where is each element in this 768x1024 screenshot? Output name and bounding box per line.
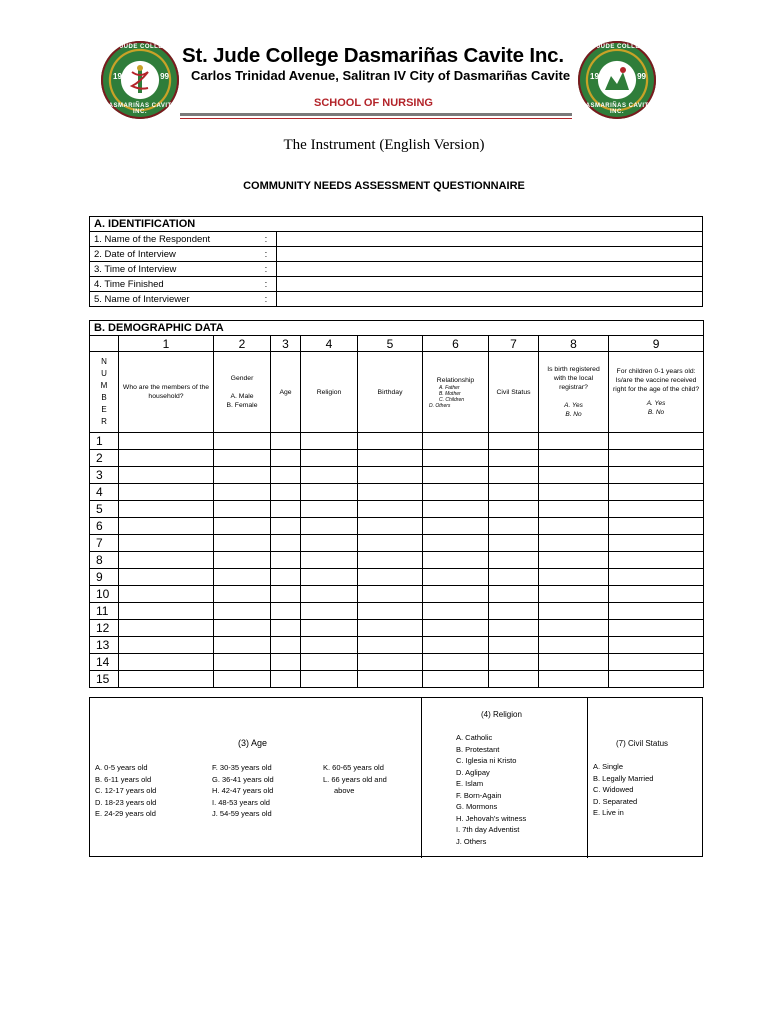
document-subtitle: COMMUNITY NEEDS ASSESSMENT QUESTIONNAIRE xyxy=(243,180,525,192)
household-cell[interactable] xyxy=(489,671,539,688)
birth-registered-option-a: A. Yes xyxy=(564,402,583,409)
legend-item: J. Others xyxy=(456,836,487,846)
household-cell[interactable] xyxy=(489,603,539,620)
household-cell[interactable] xyxy=(271,501,301,518)
household-cell[interactable] xyxy=(119,637,214,654)
column-number: 3 xyxy=(271,336,301,352)
household-cell[interactable] xyxy=(214,484,271,501)
household-cell[interactable] xyxy=(119,586,214,603)
household-cell[interactable] xyxy=(423,518,489,535)
row-number: 3 xyxy=(90,467,119,484)
section-a-title: A. IDENTIFICATION xyxy=(90,217,703,232)
household-cell[interactable] xyxy=(358,501,423,518)
household-cell[interactable] xyxy=(271,450,301,467)
gender-option-b: B. Female xyxy=(226,402,258,409)
household-cell[interactable] xyxy=(301,586,358,603)
household-cell[interactable] xyxy=(358,569,423,586)
household-cell[interactable] xyxy=(358,620,423,637)
respondent-name-field[interactable] xyxy=(277,232,703,247)
household-cell[interactable] xyxy=(609,654,704,671)
household-cell[interactable] xyxy=(214,569,271,586)
household-cell[interactable] xyxy=(489,637,539,654)
household-cell[interactable] xyxy=(609,586,704,603)
college-name: St. Jude College Dasmariñas Cavite Inc. xyxy=(182,44,564,67)
household-row xyxy=(90,603,704,620)
household-cell[interactable] xyxy=(214,586,271,603)
identification-row xyxy=(90,262,703,277)
identification-table xyxy=(89,216,703,307)
seal-year-left: 19 xyxy=(590,72,599,81)
legend-item: D. Aglipay xyxy=(456,767,490,777)
household-cell[interactable] xyxy=(301,535,358,552)
household-cell[interactable] xyxy=(301,671,358,688)
household-cell[interactable] xyxy=(271,535,301,552)
household-cell[interactable] xyxy=(423,535,489,552)
legend-box xyxy=(89,697,703,857)
row-number: 14 xyxy=(90,654,119,671)
vaccine-option-a: A. Yes xyxy=(646,400,666,407)
department-name: SCHOOL OF NURSING xyxy=(314,97,433,109)
household-cell[interactable] xyxy=(301,450,358,467)
household-cell[interactable] xyxy=(214,518,271,535)
household-cell[interactable] xyxy=(609,552,704,569)
household-cell[interactable] xyxy=(609,535,704,552)
gender-header xyxy=(214,352,271,433)
interviewer-name-field[interactable] xyxy=(277,292,703,307)
field-label: 2. Date of Interview xyxy=(90,247,257,262)
household-cell[interactable] xyxy=(119,535,214,552)
household-row xyxy=(90,450,704,467)
household-cell[interactable] xyxy=(609,450,704,467)
gender-title: Gender xyxy=(230,375,254,382)
household-cell[interactable] xyxy=(489,484,539,501)
household-row xyxy=(90,620,704,637)
household-cell[interactable] xyxy=(609,518,704,535)
household-row xyxy=(90,518,704,535)
household-cell[interactable] xyxy=(358,518,423,535)
legend-item: E. Live in xyxy=(593,808,624,817)
number-letter: E xyxy=(101,405,107,414)
household-cell[interactable] xyxy=(489,467,539,484)
household-cell[interactable] xyxy=(539,535,609,552)
row-number: 12 xyxy=(90,620,119,637)
age-legend-title: (3) Age xyxy=(238,738,268,748)
religion-header: Religion xyxy=(301,352,358,433)
age-legend-col1 xyxy=(95,762,156,820)
household-cell[interactable] xyxy=(423,569,489,586)
birth-registered-header xyxy=(539,352,609,433)
household-rows xyxy=(90,433,704,688)
row-number: 2 xyxy=(90,450,119,467)
seal-top-text: ST. JUDE COLLEGE xyxy=(584,44,650,50)
legend-item: C. 12-17 years old xyxy=(95,786,157,795)
household-cell[interactable] xyxy=(271,620,301,637)
document-title: The Instrument (English Version) xyxy=(283,137,485,153)
household-cell[interactable] xyxy=(301,433,358,450)
row-number: 6 xyxy=(90,518,119,535)
column-number: 4 xyxy=(301,336,358,352)
number-letter: B xyxy=(101,393,107,402)
household-cell[interactable] xyxy=(539,518,609,535)
household-cell[interactable] xyxy=(214,433,271,450)
number-letter: R xyxy=(101,417,107,426)
household-cell[interactable] xyxy=(423,620,489,637)
household-cell[interactable] xyxy=(423,484,489,501)
seal-emblem xyxy=(122,62,158,98)
number-letter: N xyxy=(101,357,107,366)
household-cell[interactable] xyxy=(358,535,423,552)
college-seal-right xyxy=(578,41,656,119)
birth-registered-option-b: B. No xyxy=(565,411,582,418)
household-row xyxy=(90,467,704,484)
birth-registered-title: Is birth registered with the local registrar? xyxy=(547,366,600,391)
household-cell[interactable] xyxy=(489,654,539,671)
household-cell[interactable] xyxy=(271,654,301,671)
household-cell[interactable] xyxy=(358,433,423,450)
legend-item: D. 18-23 years old xyxy=(95,797,157,807)
household-cell[interactable] xyxy=(609,467,704,484)
household-row xyxy=(90,637,704,654)
household-cell[interactable] xyxy=(214,535,271,552)
legend-item: H. 42-47 years old xyxy=(212,786,274,795)
household-row xyxy=(90,552,704,569)
identification-row xyxy=(90,232,703,247)
household-row xyxy=(90,433,704,450)
legend-item: B. Protestant xyxy=(456,744,500,754)
household-row xyxy=(90,569,704,586)
household-cell[interactable] xyxy=(301,637,358,654)
household-cell[interactable] xyxy=(301,654,358,671)
vaccine-option-b: B. No xyxy=(647,409,665,416)
seal-emblem xyxy=(599,62,635,98)
legend-item: E. Islam xyxy=(456,779,484,788)
household-cell[interactable] xyxy=(489,586,539,603)
field-colon: : xyxy=(256,247,277,262)
column-number: 9 xyxy=(609,336,704,352)
household-cell[interactable] xyxy=(358,603,423,620)
row-number: 11 xyxy=(90,603,119,620)
identification-row xyxy=(90,277,703,292)
household-cell[interactable] xyxy=(609,569,704,586)
field-colon: : xyxy=(256,292,277,307)
household-row xyxy=(90,501,704,518)
household-cell[interactable] xyxy=(214,450,271,467)
header-divider-accent xyxy=(180,118,572,119)
household-cell[interactable] xyxy=(301,620,358,637)
legend-item: K. 60-65 years old xyxy=(323,763,384,772)
legend-item: C. Widowed xyxy=(593,785,634,794)
household-cell[interactable] xyxy=(271,603,301,620)
household-cell[interactable] xyxy=(301,518,358,535)
interview-time-field[interactable] xyxy=(277,262,703,277)
field-label: 1. Name of the Respondent xyxy=(90,232,257,247)
field-label: 5. Name of Interviewer xyxy=(90,292,257,307)
relationship-option-c: C. Children xyxy=(439,396,465,403)
age-header: Age xyxy=(271,352,301,433)
household-cell[interactable] xyxy=(119,518,214,535)
household-cell[interactable] xyxy=(301,603,358,620)
field-colon: : xyxy=(256,262,277,277)
legend-divider xyxy=(587,698,588,858)
legend-item: G. 36-41 years old xyxy=(212,774,274,784)
identification-row xyxy=(90,247,703,262)
household-cell[interactable] xyxy=(119,654,214,671)
relationship-option-b: B. Mother xyxy=(439,390,461,397)
members-header: Who are the members of the household? xyxy=(119,352,214,433)
household-cell[interactable] xyxy=(119,620,214,637)
field-label: 4. Time Finished xyxy=(90,277,257,292)
row-number: 10 xyxy=(90,586,119,603)
column-number: 6 xyxy=(423,336,489,352)
household-cell[interactable] xyxy=(214,671,271,688)
row-number: 7 xyxy=(90,535,119,552)
legend-item: E. 24-29 years old xyxy=(95,809,156,818)
household-cell[interactable] xyxy=(358,586,423,603)
household-cell[interactable] xyxy=(358,484,423,501)
relationship-option-a: A. Father xyxy=(439,384,460,391)
household-cell[interactable] xyxy=(271,671,301,688)
household-cell[interactable] xyxy=(423,586,489,603)
household-cell[interactable] xyxy=(423,603,489,620)
household-cell[interactable] xyxy=(358,654,423,671)
household-cell[interactable] xyxy=(539,433,609,450)
household-row xyxy=(90,535,704,552)
age-legend-col3 xyxy=(323,762,387,797)
row-number: 4 xyxy=(90,484,119,501)
household-row xyxy=(90,586,704,603)
household-cell[interactable] xyxy=(539,467,609,484)
row-number: 13 xyxy=(90,637,119,654)
religion-legend-title: (4) Religion xyxy=(481,710,522,719)
column-number-blank xyxy=(90,336,119,352)
time-finished-field[interactable] xyxy=(277,277,703,292)
seal-top-text: ST. JUDE COLLEGE xyxy=(107,44,173,50)
legend-item: D. Separated xyxy=(593,796,638,806)
household-cell[interactable] xyxy=(423,501,489,518)
household-cell[interactable] xyxy=(271,637,301,654)
household-cell[interactable] xyxy=(119,467,214,484)
civil-status-legend-list xyxy=(593,761,653,819)
legend-item: I. 7th day Adventist xyxy=(456,825,520,834)
household-cell[interactable] xyxy=(301,552,358,569)
household-cell[interactable] xyxy=(301,467,358,484)
field-colon: : xyxy=(256,277,277,292)
legend-item: B. Legally Married xyxy=(593,773,654,783)
interview-date-field[interactable] xyxy=(277,247,703,262)
household-cell[interactable] xyxy=(609,637,704,654)
legend-item: F. Born-Again xyxy=(456,790,502,800)
college-seal-left xyxy=(101,41,179,119)
household-cell[interactable] xyxy=(489,569,539,586)
legend-item: I. 48-53 years old xyxy=(212,797,270,807)
number-column-header xyxy=(90,352,119,433)
household-cell[interactable] xyxy=(271,552,301,569)
legend-item: A. Catholic xyxy=(456,733,493,742)
row-number: 9 xyxy=(90,569,119,586)
household-cell[interactable] xyxy=(423,654,489,671)
household-cell[interactable] xyxy=(271,569,301,586)
relationship-header xyxy=(423,352,489,433)
household-cell[interactable] xyxy=(214,620,271,637)
household-cell[interactable] xyxy=(539,637,609,654)
household-cell[interactable] xyxy=(214,501,271,518)
household-cell[interactable] xyxy=(119,484,214,501)
household-cell[interactable] xyxy=(489,518,539,535)
household-cell[interactable] xyxy=(539,603,609,620)
column-header-row xyxy=(90,352,704,433)
birthday-header: Birthday xyxy=(358,352,423,433)
identification-row xyxy=(90,292,703,307)
row-number: 15 xyxy=(90,671,119,688)
seal-year-right: 99 xyxy=(637,72,646,81)
gender-option-a: A. Male xyxy=(230,393,254,400)
household-cell[interactable] xyxy=(609,620,704,637)
civil-status-header: Civil Status xyxy=(489,352,539,433)
column-number: 7 xyxy=(489,336,539,352)
legend-item: J. 54-59 years old xyxy=(212,809,272,818)
row-number: 1 xyxy=(90,433,119,450)
household-cell[interactable] xyxy=(271,518,301,535)
household-cell[interactable] xyxy=(358,671,423,688)
household-cell[interactable] xyxy=(539,484,609,501)
legend-item: G. Mormons xyxy=(456,802,498,811)
household-cell[interactable] xyxy=(271,467,301,484)
household-cell[interactable] xyxy=(423,637,489,654)
household-cell[interactable] xyxy=(301,501,358,518)
household-cell[interactable] xyxy=(119,671,214,688)
seal-bottom-text: DASMARIÑAS CAVITE INC. xyxy=(580,103,654,115)
household-cell[interactable] xyxy=(301,569,358,586)
vaccine-title-2: Is/are the vaccine received right for the age of the child? xyxy=(612,377,700,393)
household-cell[interactable] xyxy=(539,620,609,637)
household-cell[interactable] xyxy=(271,484,301,501)
household-cell[interactable] xyxy=(539,671,609,688)
field-label: 3. Time of Interview xyxy=(90,262,257,277)
household-cell[interactable] xyxy=(489,552,539,569)
field-colon: : xyxy=(256,232,277,247)
household-cell[interactable] xyxy=(358,637,423,654)
number-letter: M xyxy=(100,381,108,390)
legend-item: B. 6-11 years old xyxy=(95,774,152,784)
college-address: Carlos Trinidad Avenue, Salitran IV City of Dasmariñas Cavite xyxy=(191,68,571,83)
household-cell[interactable] xyxy=(358,450,423,467)
household-cell[interactable] xyxy=(301,484,358,501)
header-divider xyxy=(180,113,572,116)
household-cell[interactable] xyxy=(119,433,214,450)
column-number-row xyxy=(90,336,704,352)
number-letter: U xyxy=(101,369,107,378)
household-cell[interactable] xyxy=(609,603,704,620)
household-cell[interactable] xyxy=(609,484,704,501)
household-cell[interactable] xyxy=(119,552,214,569)
household-cell[interactable] xyxy=(539,501,609,518)
household-cell[interactable] xyxy=(609,671,704,688)
household-cell[interactable] xyxy=(119,569,214,586)
legend-item: above xyxy=(334,786,355,795)
row-number: 5 xyxy=(90,501,119,518)
vaccine-header xyxy=(609,352,704,433)
legend-item: L. 66 years old and xyxy=(323,774,387,784)
demographic-table xyxy=(89,320,704,688)
household-cell[interactable] xyxy=(271,433,301,450)
legend-divider xyxy=(421,698,422,858)
household-cell[interactable] xyxy=(489,501,539,518)
household-cell[interactable] xyxy=(489,620,539,637)
column-number: 8 xyxy=(539,336,609,352)
seal-bottom-text: DASMARIÑAS CAVITE INC. xyxy=(103,103,177,115)
household-cell[interactable] xyxy=(539,569,609,586)
household-cell[interactable] xyxy=(214,552,271,569)
household-cell[interactable] xyxy=(119,450,214,467)
household-cell[interactable] xyxy=(539,450,609,467)
seal-year-right: 99 xyxy=(160,72,169,81)
seal-year-left: 19 xyxy=(113,72,122,81)
relationship-option-d: D. Others xyxy=(429,402,451,409)
household-cell[interactable] xyxy=(119,501,214,518)
household-cell[interactable] xyxy=(423,433,489,450)
household-cell[interactable] xyxy=(119,603,214,620)
household-cell[interactable] xyxy=(539,552,609,569)
row-number: 8 xyxy=(90,552,119,569)
household-cell[interactable] xyxy=(214,654,271,671)
column-number: 1 xyxy=(119,336,214,352)
household-cell[interactable] xyxy=(423,450,489,467)
section-b-title: B. DEMOGRAPHIC DATA xyxy=(90,321,704,336)
household-cell[interactable] xyxy=(271,586,301,603)
relationship-title: Relationship xyxy=(436,376,475,384)
legend-item: F. 30-35 years old xyxy=(212,763,272,772)
household-cell[interactable] xyxy=(358,552,423,569)
legend-item: A. 0-5 years old xyxy=(95,763,148,772)
household-cell[interactable] xyxy=(423,552,489,569)
legend-item: A. Single xyxy=(593,762,624,771)
religion-legend-list xyxy=(456,732,526,847)
household-cell[interactable] xyxy=(609,433,704,450)
legend-item: H. Jehovah's witness xyxy=(456,813,527,823)
household-row xyxy=(90,654,704,671)
household-cell[interactable] xyxy=(609,501,704,518)
household-cell[interactable] xyxy=(489,535,539,552)
household-cell[interactable] xyxy=(358,467,423,484)
legend-item: C. Iglesia ni Kristo xyxy=(456,756,517,765)
household-cell[interactable] xyxy=(489,433,539,450)
column-number: 2 xyxy=(214,336,271,352)
household-cell[interactable] xyxy=(539,586,609,603)
civil-status-legend-title: (7) Civil Status xyxy=(616,739,669,748)
household-cell[interactable] xyxy=(489,450,539,467)
age-legend-col2 xyxy=(212,762,274,820)
column-number: 5 xyxy=(358,336,423,352)
household-cell[interactable] xyxy=(214,603,271,620)
household-cell[interactable] xyxy=(214,637,271,654)
household-cell[interactable] xyxy=(423,467,489,484)
household-cell[interactable] xyxy=(214,467,271,484)
household-row xyxy=(90,671,704,688)
household-cell[interactable] xyxy=(423,671,489,688)
household-row xyxy=(90,484,704,501)
household-cell[interactable] xyxy=(539,654,609,671)
vaccine-title-1: For children 0-1 years old: xyxy=(616,368,696,375)
